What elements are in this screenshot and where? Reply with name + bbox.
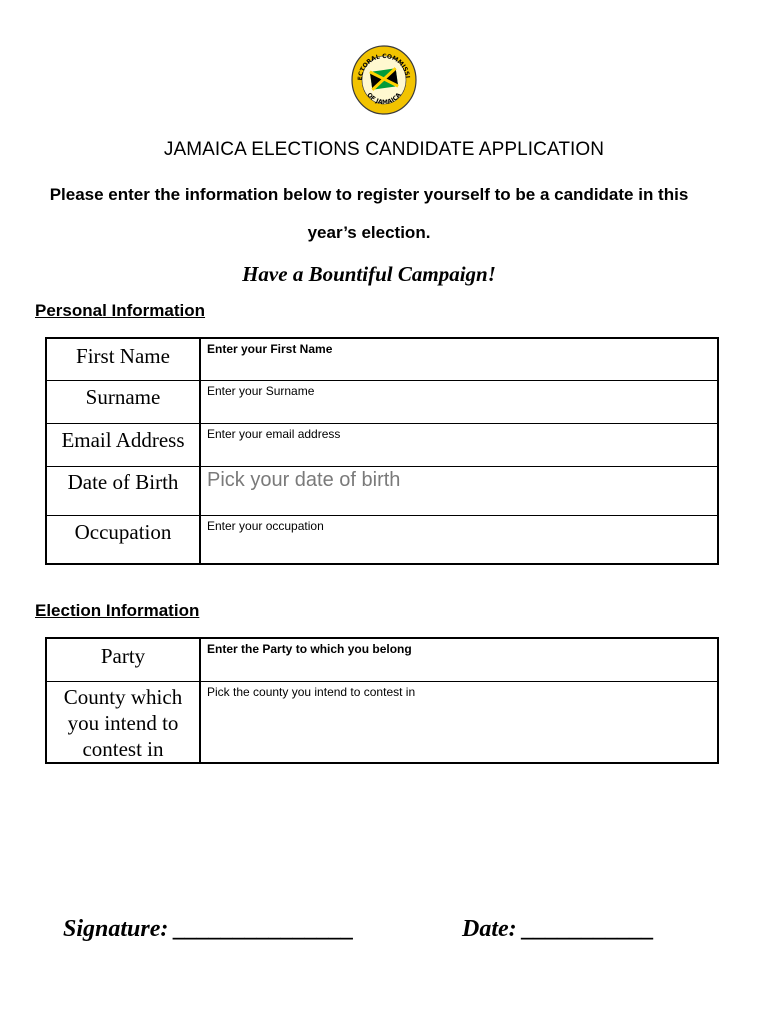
date-line[interactable]: Date: ___________ xyxy=(462,916,655,942)
county-label: County which you intend to contest in xyxy=(46,681,200,763)
surname-label: Surname xyxy=(46,380,200,423)
election-information-heading: Election Information xyxy=(35,601,200,620)
date-of-birth-label: Date of Birth xyxy=(46,466,200,515)
surname-placeholder: Enter your Surname xyxy=(207,383,315,398)
date-of-birth-picker[interactable] xyxy=(200,466,718,515)
party-field[interactable] xyxy=(200,638,718,681)
tagline: Have a Bountiful Campaign! xyxy=(242,262,496,286)
first-name-row xyxy=(46,338,718,380)
date-of-birth-row xyxy=(46,466,718,515)
occupation-field[interactable] xyxy=(200,515,718,564)
county-row xyxy=(46,681,718,763)
svg-text:OF JAMAICA: OF JAMAICA xyxy=(365,91,403,107)
electoral-commission-seal xyxy=(350,44,418,116)
date-of-birth-placeholder: Pick your date of birth xyxy=(207,468,401,491)
signature-line[interactable]: Signature: _______________ xyxy=(63,916,355,942)
personal-information-heading: Personal Information xyxy=(35,301,206,320)
first-name-label: First Name xyxy=(46,338,200,380)
party-label: Party xyxy=(46,638,200,681)
surname-field[interactable] xyxy=(200,380,718,423)
intro-text: Please enter the information below to register yourself to be a candidate in this year’s election. xyxy=(49,185,689,242)
occupation-row xyxy=(46,515,718,564)
first-name-field[interactable] xyxy=(200,338,718,380)
party-row xyxy=(46,638,718,681)
party-placeholder: Enter the Party to which you belong xyxy=(207,642,412,656)
svg-text:ELECTORAL COMMISSION: ECTORAL COMMISSI xyxy=(356,52,411,81)
email-address-placeholder: Enter your email address xyxy=(207,426,341,441)
election-information-table xyxy=(45,637,719,764)
surname-row xyxy=(46,380,718,423)
email-row xyxy=(46,423,718,466)
occupation-placeholder: Enter your occupation xyxy=(207,518,324,533)
county-picker[interactable] xyxy=(200,681,718,763)
personal-information-table xyxy=(45,337,719,565)
page-title: JAMAICA ELECTIONS CANDIDATE APPLICATION xyxy=(163,139,605,160)
email-address-label: Email Address xyxy=(46,423,200,466)
email-address-field[interactable] xyxy=(200,423,718,466)
occupation-label: Occupation xyxy=(46,515,200,564)
electoral-commission-seal-icon xyxy=(350,44,418,116)
first-name-placeholder: Enter your First Name xyxy=(207,342,333,356)
county-placeholder: Pick the county you intend to contest in xyxy=(207,684,416,699)
